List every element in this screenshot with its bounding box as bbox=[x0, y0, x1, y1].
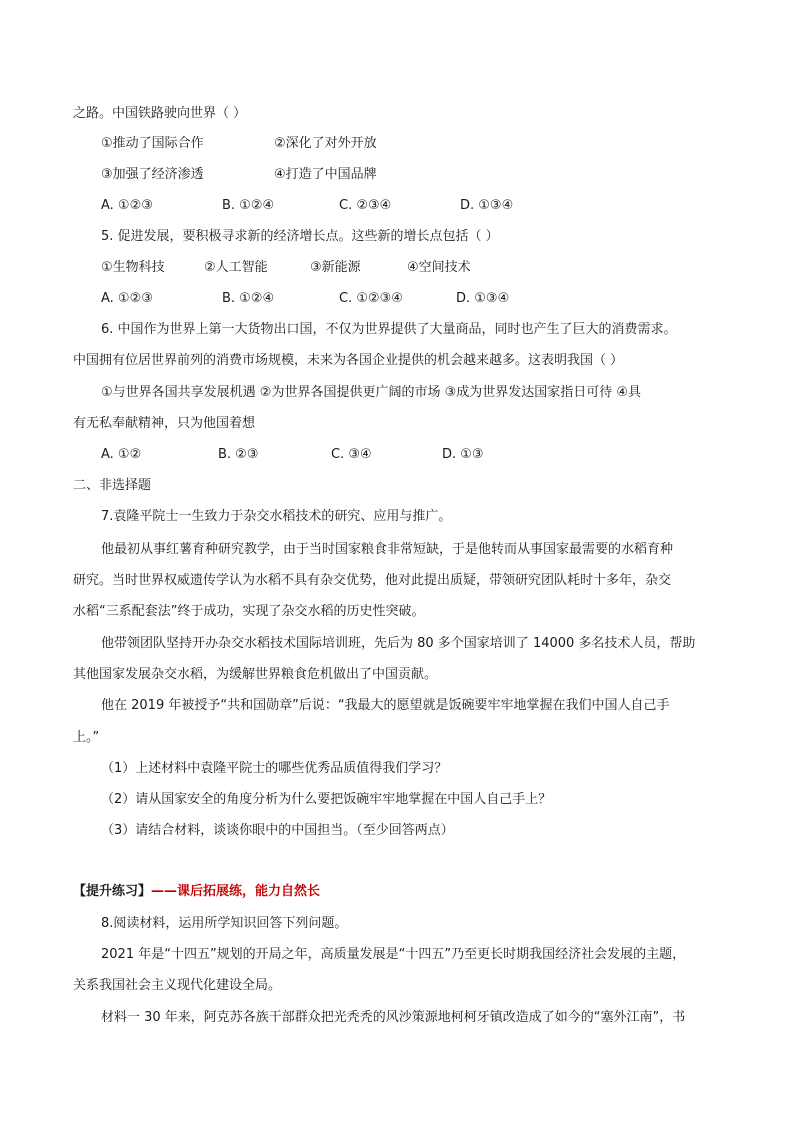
q4-item-1: ①推动了国际合作 bbox=[101, 136, 204, 151]
q5-option-b: B. ①②④ bbox=[222, 291, 275, 306]
q5-item-3: ③新能源 bbox=[310, 260, 361, 275]
q7-para2-line2: 其他国家发展杂交水稻，为缓解世界粮食危机做出了中国贡献。 bbox=[73, 667, 438, 682]
q4-option-b: B. ①②④ bbox=[222, 198, 275, 213]
q7-para3-line1: 他在 2019 年被授予“共和国勋章”后说：“我最大的愿望就是饭碗要牢牢地掌握在我们中国人自己手 bbox=[101, 698, 670, 713]
q8-para1-line1: 2021 年是“十四五”规划的开局之年，高质量发展是“十四五”乃至更长时期我国经济社会发展的主题， bbox=[101, 947, 686, 962]
q6-items-line-2: 有无私奉献精神，只为他国着想 bbox=[73, 416, 256, 431]
q7-para1-line3: 水稻“三系配套法”终于成功，实现了杂交水稻的历史性突破。 bbox=[73, 604, 425, 619]
q8-material-1-line1: 材料一 30 年来，阿克苏各族干部群众把光秃秃的风沙策源地柯柯牙镇改造成了如今的“塞外江南”，书 bbox=[101, 1010, 686, 1025]
q7-para1-line2: 研究。当时世界权威遗传学认为水稻不具有杂交优势，他对此提出质疑，带领研究团队耗时十多年，杂交 bbox=[73, 573, 672, 588]
q4-option-c: C. ②③④ bbox=[339, 198, 392, 213]
q5-item-4: ④空间技术 bbox=[407, 260, 471, 275]
q6-option-d: D. ①③ bbox=[442, 447, 484, 462]
q6-option-a: A. ①② bbox=[101, 447, 142, 462]
q8-stem: 8.阅读材料，运用所学知识回答下列问题。 bbox=[101, 916, 348, 931]
q6-stem-line-2: 中国拥有位居世界前列的消费市场规模，未来为各国企业提供的机会越来越多。这表明我国（ ） bbox=[73, 353, 624, 368]
q4-item-2: ②深化了对外开放 bbox=[274, 136, 377, 151]
q7-para2-line1: 他带领团队坚持开办杂交水稻技术国际培训班，先后为 80 多个国家培训了 14000 多名技术人员，帮助 bbox=[101, 636, 696, 651]
q4-item-3: ③加强了经济渗透 bbox=[101, 167, 204, 182]
q6-items-line-1: ①与世界各国共享发展机遇 ②为世界各国提供更广阔的市场 ③成为世界发达国家指日可待 ④具 bbox=[101, 385, 642, 400]
q7-stem: 7.袁隆平院士一生致力于杂交水稻技术的研究、应用与推广。 bbox=[101, 509, 452, 524]
q5-item-2: ②人工智能 bbox=[204, 260, 268, 275]
q5-option-c: C. ①②③④ bbox=[339, 291, 403, 306]
q5-item-1: ①生物科技 bbox=[101, 260, 165, 275]
q5-option-a: A. ①②③ bbox=[101, 291, 153, 306]
extension-slogan: ——课后拓展练，能力自然长 bbox=[151, 884, 321, 899]
q6-option-b: B. ②③ bbox=[218, 447, 259, 462]
q4-stem-end: 之路。中国铁路驶向世界（ ） bbox=[73, 106, 247, 121]
q4-item-4: ④打造了中国品牌 bbox=[274, 167, 377, 182]
q7-sub-question-1: （1）上述材料中袁隆平院士的哪些优秀品质值得我们学习？ bbox=[101, 761, 448, 776]
q5-option-d: D. ①③④ bbox=[456, 291, 510, 306]
q7-sub-question-2: （2）请从国家安全的角度分析为什么要把饭碗牢牢地掌握在中国人自己手上？ bbox=[101, 792, 552, 807]
q7-para1-line1: 他最初从事红薯育种研究教学，由于当时国家粮食非常短缺，于是他转而从事国家最需要的水稻育种 bbox=[101, 542, 674, 557]
extension-tag: 【提升练习】 bbox=[73, 884, 152, 899]
q6-stem-line-1: 6. 中国作为世界上第一大货物出口国，不仅为世界提供了大量商品，同时也产生了巨大的消费需求。 bbox=[101, 322, 677, 337]
extension-heading bbox=[73, 884, 320, 900]
q4-option-d: D. ①③④ bbox=[460, 198, 514, 213]
q5-stem: 5. 促进发展，要积极寻求新的经济增长点。这些新的增长点包括（ ） bbox=[101, 229, 499, 244]
q6-option-c: C. ③④ bbox=[331, 447, 372, 462]
q7-para3-line2: 上。” bbox=[73, 730, 100, 745]
q8-para1-line2: 关系我国社会主义现代化建设全局。 bbox=[73, 978, 282, 993]
section-title: 二、非选择题 bbox=[73, 478, 152, 493]
q4-option-a: A. ①②③ bbox=[101, 198, 153, 213]
q7-sub-question-3: （3）请结合材料，谈谈你眼中的中国担当。（至少回答两点） bbox=[101, 823, 454, 838]
